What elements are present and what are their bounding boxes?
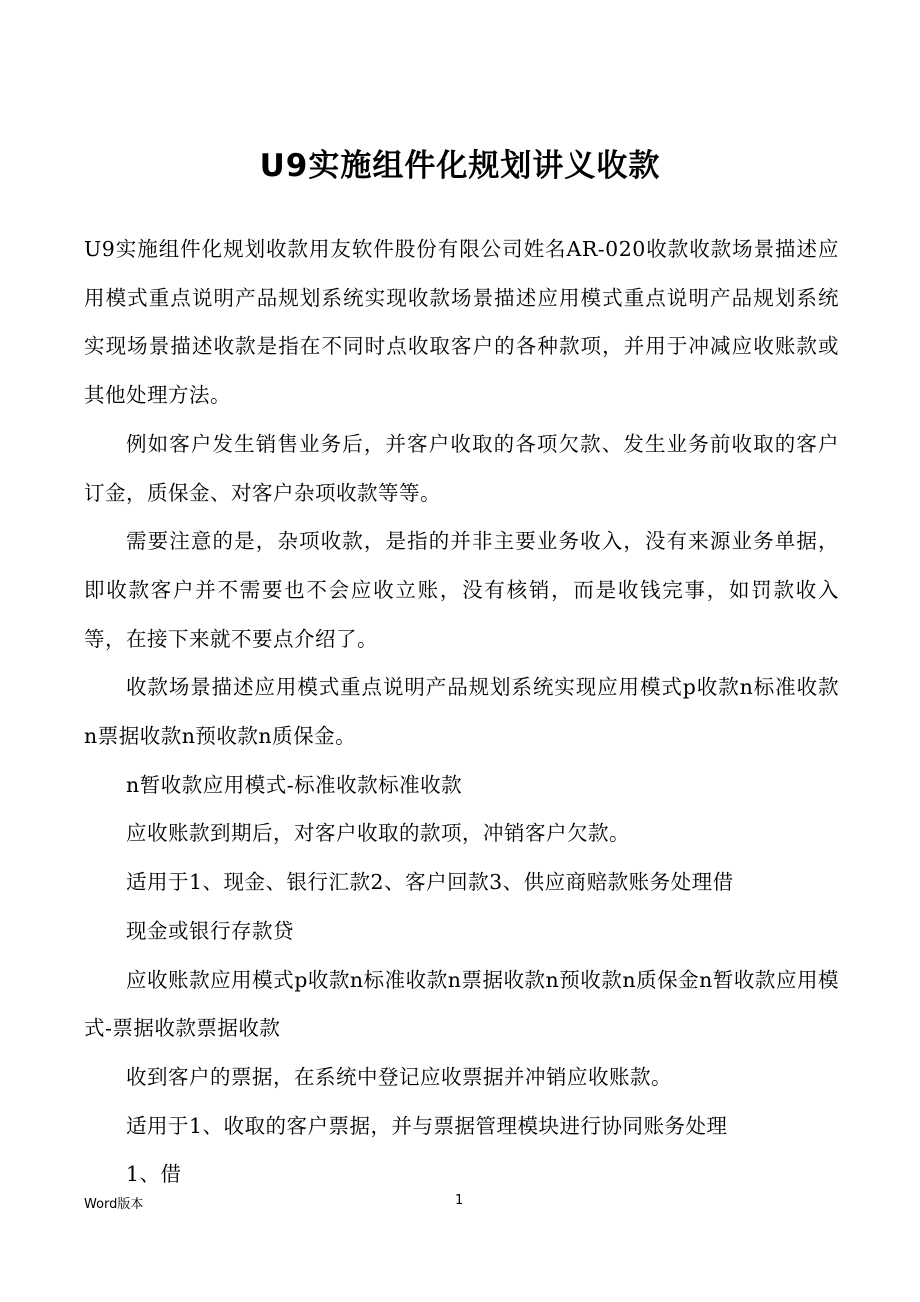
footer-label: Word版本 [84,1197,144,1212]
paragraph: 应收账款应用模式p收款n标准收款n票据收款n预收款n质保金n暂收款应用模式-票据收款票据收款 [84,967,839,1041]
paragraph: 例如客户发生销售业务后，并客户收取的各项欠款、发生业务前收取的客户订金，质保金、对客户杂项收款等等。 [84,431,839,505]
paragraph: U9实施组件化规划收款用友软件股份有限公司姓名AR-020收款收款场景描述应用模式重点说明产品规划系统实现收款场景描述应用模式重点说明产品规划系统实现场景描述收款是指在不同时点收取客户的各种款项，并用于冲减应收账款或其他处理方法。 [84,237,839,408]
paragraph: 适用于1、现金、银行汇款2、客户回款3、供应商赔款账务处理借 [126,870,734,895]
page-number: 1 [455,1193,464,1208]
document-title: U9实施组件化规划讲义收款 [259,148,661,184]
paragraph: 1、借 [126,1162,182,1187]
document-body [84,225,839,1199]
paragraph: 应收账款到期后，对客户收取的款项，冲销客户欠款。 [126,821,630,846]
paragraph: 收到客户的票据，在系统中登记应收票据并冲销应收账款。 [126,1064,672,1089]
paragraph: 收款场景描述应用模式重点说明产品规划系统实现应用模式p收款n标准收款n票据收款n预收款n质保金。 [84,675,839,749]
paragraph: n暂收款应用模式-标准收款标准收款 [126,772,463,797]
paragraph: 需要注意的是，杂项收款，是指的并非主要业务收入，没有来源业务单据，即收款客户并不需要也不会应收立账，没有核销，而是收钱完事，如罚款收入等，在接下来就不要点介绍了。 [84,529,839,651]
paragraph: 适用于1、收取的客户票据，并与票据管理模块进行协同账务处理 [126,1113,728,1138]
paragraph: 现金或银行存款贷 [126,918,294,943]
